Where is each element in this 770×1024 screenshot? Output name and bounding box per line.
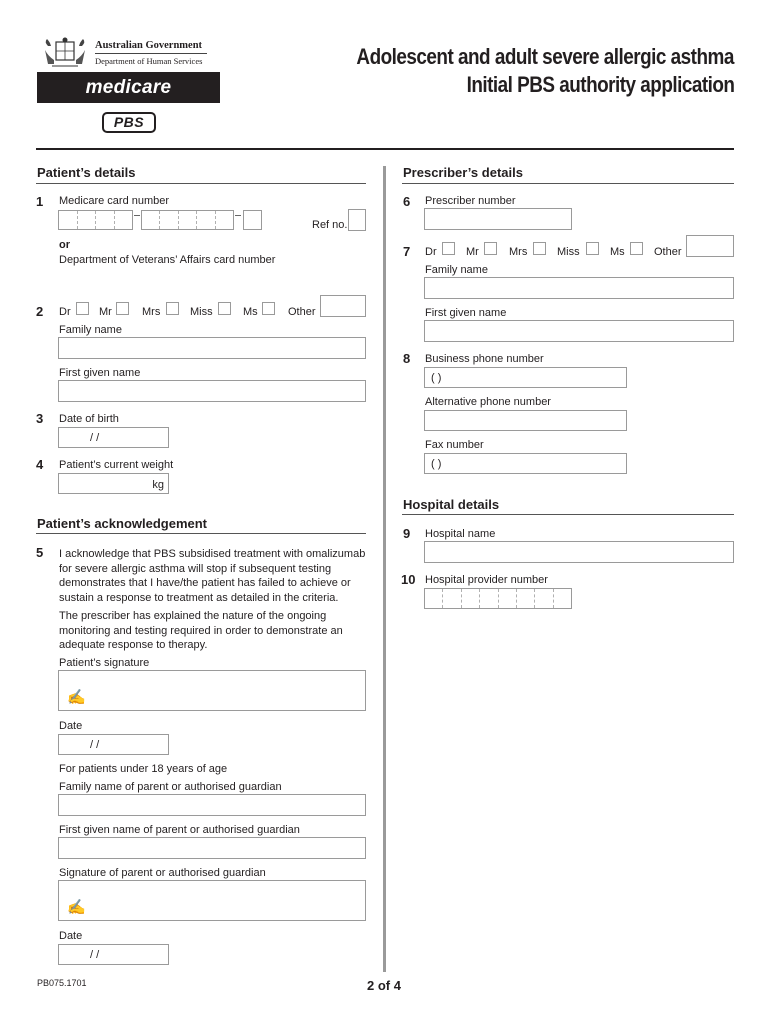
- hospital-name-field[interactable]: [424, 541, 734, 563]
- pbs-logo-text: PBS: [113, 114, 145, 130]
- fax-label: Fax number: [425, 439, 484, 451]
- prescriber-title-other-label: Other: [654, 246, 682, 258]
- gov-line2: Department of Human Services: [95, 56, 203, 66]
- guardian-date-label: Date: [59, 930, 83, 942]
- dob-mask: / /: [90, 432, 100, 444]
- gov-divider: [95, 53, 207, 54]
- patient-signature-label: Patient’s signature: [59, 657, 150, 669]
- prescriber-details-rule: [402, 183, 734, 184]
- prescriber-title-ms-label: Ms: [610, 246, 625, 258]
- guardian-date-mask: / /: [90, 949, 100, 961]
- weight-field[interactable]: [58, 473, 169, 494]
- patient-title-ms-label: Ms: [243, 306, 258, 318]
- guardian-family-name-label: Family name of parent or authorised guardian: [59, 781, 282, 793]
- prescriber-family-name-field[interactable]: [424, 277, 734, 299]
- patient-family-name-field[interactable]: [58, 337, 366, 359]
- guardian-date-field[interactable]: [58, 944, 169, 965]
- gov-line1: Australian Government: [95, 40, 203, 51]
- medicare-card-part3[interactable]: [243, 210, 262, 230]
- question-5-number: 5: [36, 545, 44, 560]
- prescriber-title-other-field[interactable]: [686, 235, 734, 257]
- patient-title-mr-checkbox[interactable]: [116, 302, 129, 315]
- medicare-logo-text: medicare: [85, 77, 172, 98]
- patient-title-other-field[interactable]: [320, 295, 366, 317]
- acknowledgement-paragraph-2: [59, 609, 369, 653]
- medicare-card-label: Medicare card number: [59, 195, 170, 207]
- medicare-card-part1[interactable]: [58, 210, 133, 230]
- ack-p2-line2: monitoring and testing required in order to demonstrate an: [59, 624, 343, 637]
- hospital-name-label: Hospital name: [425, 528, 496, 540]
- ack-p1-line2: for severe allergic asthma will stop if subsequent testing: [59, 562, 332, 575]
- ack-p1-line1: I acknowledge that PBS subsidised treatment with omalizumab: [59, 548, 366, 560]
- patient-first-name-label: First given name: [59, 367, 141, 379]
- patient-title-ms-checkbox[interactable]: [262, 302, 275, 315]
- prescriber-title-miss-label: Miss: [557, 246, 580, 258]
- prescriber-title-dr-label: Dr: [425, 246, 437, 258]
- prescriber-title-mr-label: Mr: [466, 246, 479, 258]
- prescriber-title-dr-checkbox[interactable]: [442, 242, 455, 255]
- patient-title-other-label: Other: [288, 306, 316, 318]
- dob-label: Date of birth: [59, 413, 119, 425]
- fax-field[interactable]: [424, 453, 627, 474]
- crest-icon: [40, 36, 90, 68]
- acknowledgement-heading: Patient’s acknowledgement: [37, 516, 208, 531]
- fax-mask: ( ): [431, 458, 442, 470]
- hospital-details-rule: [402, 514, 734, 515]
- patient-title-miss-label: Miss: [190, 306, 213, 318]
- ack-p2-line3: adequate response to therapy.: [59, 639, 208, 651]
- patient-family-name-label: Family name: [59, 324, 122, 336]
- guardian-signature-field[interactable]: [58, 880, 366, 921]
- prescriber-family-name-label: Family name: [425, 264, 488, 276]
- form-title-line2: Initial PBS authority application: [466, 72, 734, 97]
- ack-p2-line1: The prescriber has explained the nature of the ongoing: [59, 610, 327, 622]
- business-phone-label: Business phone number: [425, 353, 544, 365]
- acknowledgement-rule: [36, 533, 366, 534]
- patient-title-mrs-label: Mrs: [142, 306, 161, 318]
- prescriber-title-miss-checkbox[interactable]: [586, 242, 599, 255]
- medicare-dash-2: [235, 215, 241, 216]
- ack-date-mask: / /: [90, 739, 100, 751]
- prescriber-title-ms-checkbox[interactable]: [630, 242, 643, 255]
- question-7-number: 7: [403, 244, 411, 259]
- patient-first-name-field[interactable]: [58, 380, 366, 402]
- prescriber-details-heading: Prescriber’s details: [403, 165, 523, 180]
- ref-no-field[interactable]: [348, 209, 366, 231]
- question-4-number: 4: [36, 457, 44, 472]
- prescriber-number-field[interactable]: [424, 208, 572, 230]
- ack-p1-line4: sustain a response to treatment as detailed in the criteria.: [59, 591, 339, 604]
- business-phone-mask: ( ): [431, 372, 442, 384]
- guardian-first-name-field[interactable]: [58, 837, 366, 859]
- prescriber-title-mr-checkbox[interactable]: [484, 242, 497, 255]
- patient-details-heading: Patient’s details: [37, 165, 136, 180]
- patient-title-dr-checkbox[interactable]: [76, 302, 89, 315]
- page-number: 2 of 4: [367, 978, 401, 993]
- hospital-provider-number-label: Hospital provider number: [425, 574, 548, 586]
- signature-pen-icon: ✍: [67, 689, 86, 706]
- or-label: or: [59, 239, 70, 251]
- prescriber-first-name-label: First given name: [425, 307, 507, 319]
- question-3-number: 3: [36, 411, 44, 426]
- patient-title-miss-checkbox[interactable]: [218, 302, 231, 315]
- hospital-details-heading: Hospital details: [403, 497, 500, 512]
- business-phone-field[interactable]: [424, 367, 627, 388]
- acknowledgement-paragraph-1: [59, 547, 369, 605]
- header-rule: [36, 148, 734, 150]
- dob-field[interactable]: [58, 427, 169, 448]
- question-8-number: 8: [403, 351, 411, 366]
- pbs-logo: [102, 112, 156, 133]
- ack-p1-line3: demonstrates that I have/the patient has failed to achieve or: [59, 577, 351, 589]
- prescriber-first-name-field[interactable]: [424, 320, 734, 342]
- ack-date-label: Date: [59, 720, 83, 732]
- alt-phone-label: Alternative phone number: [425, 396, 551, 408]
- question-6-number: 6: [403, 194, 411, 209]
- question-10-number: 10: [401, 572, 416, 587]
- medicare-logo: [37, 72, 220, 103]
- prescriber-title-mrs-checkbox[interactable]: [533, 242, 546, 255]
- weight-unit: kg: [152, 479, 164, 491]
- ref-no-label: Ref no.: [312, 219, 348, 231]
- patient-title-mr-label: Mr: [99, 306, 112, 318]
- column-divider: [383, 166, 386, 972]
- ack-date-field[interactable]: [58, 734, 169, 755]
- patient-details-rule: [36, 183, 366, 184]
- dva-card-label: Department of Veterans’ Affairs card number: [59, 254, 276, 266]
- guardian-signature-label: Signature of parent or authorised guardian: [59, 867, 266, 879]
- alt-phone-field[interactable]: [424, 410, 627, 431]
- patient-signature-field[interactable]: [58, 670, 366, 711]
- medicare-card-part2[interactable]: [141, 210, 234, 230]
- guardian-first-name-label: First given name of parent or authorised guardian: [59, 824, 300, 836]
- prescriber-title-mrs-label: Mrs: [509, 246, 528, 258]
- patient-title-mrs-checkbox[interactable]: [166, 302, 179, 315]
- guardian-signature-pen-icon: ✍: [67, 899, 86, 916]
- weight-label: Patient’s current weight: [59, 459, 174, 471]
- form-title-line1: Adolescent and adult severe allergic asthma: [356, 44, 734, 69]
- medicare-dash-1: [134, 215, 140, 216]
- under-18-label: For patients under 18 years of age: [59, 763, 228, 775]
- government-crest: [40, 36, 90, 68]
- question-1-number: 1: [36, 194, 44, 209]
- hospital-provider-number-field[interactable]: [424, 588, 572, 609]
- form-code: PB075.1701: [37, 978, 87, 988]
- question-2-number: 2: [36, 304, 44, 319]
- patient-title-dr-label: Dr: [59, 306, 71, 318]
- question-9-number: 9: [403, 526, 411, 541]
- prescriber-number-label: Prescriber number: [425, 195, 516, 207]
- guardian-family-name-field[interactable]: [58, 794, 366, 816]
